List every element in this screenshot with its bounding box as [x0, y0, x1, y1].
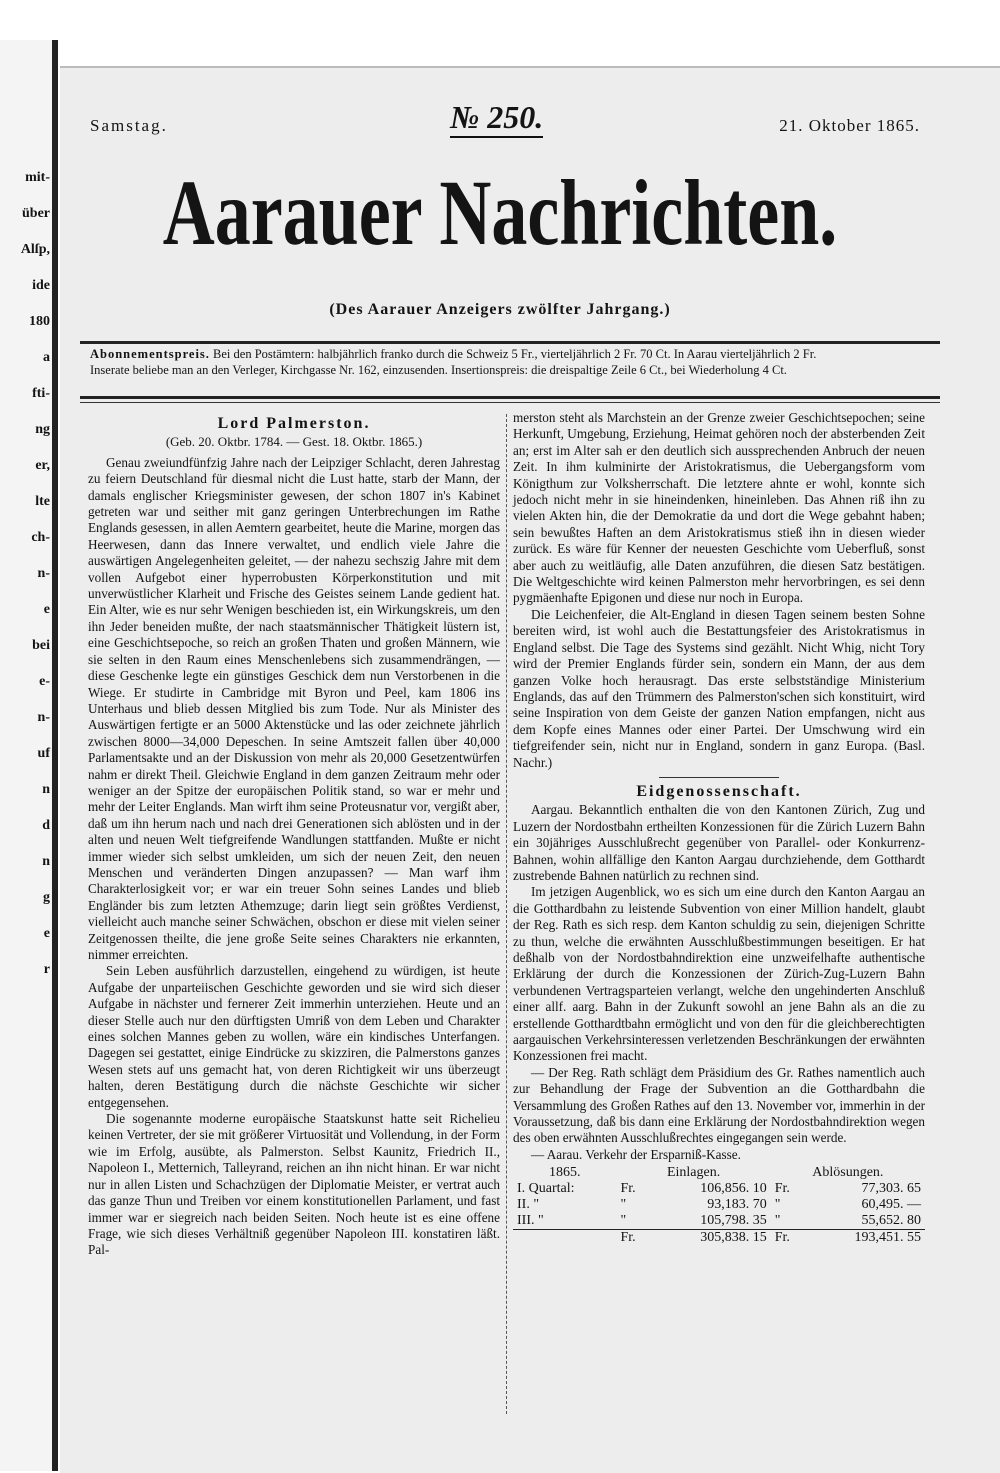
adjacent-page-fragment: n- — [37, 710, 50, 725]
table-row — [513, 1230, 925, 1247]
adjacent-page-fragment: über — [22, 206, 50, 221]
divider — [80, 402, 940, 403]
divider — [659, 777, 779, 778]
adjacent-page-fragment: ng — [35, 422, 50, 437]
column-right — [513, 410, 925, 1246]
adjacent-page-fragment: 180 — [29, 314, 50, 329]
adjacent-page-fragment: er, — [35, 458, 50, 473]
adjacent-page-fragment: n- — [37, 566, 50, 581]
table-title: — Aarau. Verkehr der Ersparniß-Kasse. — [531, 1146, 741, 1162]
column-left — [88, 414, 500, 1259]
adjacent-page-fragment: bei — [32, 638, 50, 653]
paragraph: — Der Reg. Rath schlägt dem Präsidium des Gr. Rathes namentlich auch zur Behandlung der Frage der Subvention an die Gotthardbahn die Versammlung des Großen Rathes auf den 13. November vor, immerhin in der Voraussetzung, daß bis dann eine Erklärung der Nordostbahndirektion wegen des oben erwähnten Ausschlußrechtes eingegangen sein werde. — [513, 1064, 925, 1146]
article-title: Lord Palmerston. — [217, 415, 371, 432]
table-cell: 55,652. 80 — [861, 1213, 921, 1229]
adjacent-page-fragment: e — [43, 926, 50, 941]
paragraph: Die sogenannte moderne europäische Staatskunst hatte seit Richelieu keinen Vertreter, der sie mit größerer Virtuosität und Vollendung, in der Form wie im Erfolg, ausübte, als Palmerston. Selbst Kaunitz, Friedrich II., Napoleon I., Metternich, Talleyrand, reichen an ihn nicht hinan. Er war nicht nur in allen Listen und Schachzügen der Diplomatie Meister, er vertrat auch das ganze Thun und Treiben vor einem konstitutionellen Parlament, und fast immer war er siegreich nach beiden Seiten. Noch heute ist es eine offene Frage, wie sich dieses Verhältniß gegenüber Napoleon III. konstatiren läßt. Pal- — [88, 1111, 500, 1258]
adjacent-page-fragment: e- — [39, 674, 50, 689]
issue-number: № 250. — [450, 98, 543, 138]
subscription-line-2: Inserate beliebe man an den Verleger, Kirchgasse Nr. 162, einzusenden. Insertionspreis: die dreispaltige Zeile 6 Ct., bei Wiederholung 4 Ct. — [90, 363, 787, 377]
header-cell: 1865. — [548, 1165, 581, 1181]
subscription-label: Abonnementspreis. — [90, 347, 210, 361]
table-cell: III. " — [517, 1213, 544, 1229]
table-row — [513, 1181, 925, 1197]
table-cell — [513, 1230, 616, 1247]
paragraph: Genau zweiundfünfzig Jahre nach der Leipziger Schlacht, deren Jahrestag zu feiern Deutschland für diesmal nicht die Lust hatte, starb der Mann, der damals englischer Kriegsminister gewesen, der schon 1807 in's Kabinet getreten war und seither mit ganz geringen Unterbrechungen im Rathe Englands gesessen, in allen Aemtern gearbeitet, heute die Marine, morgen das Heerwesen, dann das Innere verwaltet, und endlich viele Jahre die auswärtigen Angelegenheiten geleitet, — der nahezu sechszig Jahre mit dem vollen Aufgebot einer hyperrobusten Körperkonstitution und mit unverwüstlicher Klarheit und Frische des Geistes seinem Lande gedient hat. Ein Alter, wie es nur sehr Wenigen beschieden ist, ein Wirkungskreis, um den ihn Jeder beneiden mußte, der nach staatsmännischer Thätigkeit lüstern ist, eine Geschichtsepoche, so reich an großen Thaten und großen Männern, wie sie selten in den Raum eines Menschenlebens sich zusammendrängen, — diese Geschenke legte ein günstiges Geschick dem nun Verstorbenen in die Wiege. Er studirte in Cambridge mit Byron und Peel, kam 1806 ins Unterhaus und blieb dessen Mitglied bis zum Tode. Nur als Minister des Auswärtigen fertigte er an 5000 Aktenstücke und las oder zeichnete jährlich zwischen 8000—34,000 Depeschen. In seine Amtszeit fallen über 40,000 Parlamentsakte und an der Diskussion von mehr als 20,000 Gesetzentwürfen nahm er direkt Theil. Gleichwie England in dem ganzen Zeitraum mehr oder weniger an der Spitze der europäischen Politik stand, so war er mehr und mehr der Leiter Englands. Man wirft ihm seine Proteusnatur vor, vergißt aber, daß um ihn herum nach und nach drei Generationen sich ablösten und in der alten und neuen Welt tiefgreifende Wandlungen stattfanden. Mußte er nicht immer wieder sich selbst umkleiden, um sich der neuen Zeit, den neuen Menschen und veränderten Dingen anzupassen? — Man warf ihm Charakterlosigkeit vor; er war ein treuer Sohn seines Landes und blieb Engländer bis zum letzten Athemzuge; darin liegt sein größtes Verdienst, vielleicht auch manche seiner Schwächen, obschon er diese mit vielen seiner Zeitgenossen theilte, die jene große Seite seines Charakters nie erkannten, nimmer erreichten. — [88, 454, 500, 962]
adjacent-page-fragment: e — [43, 602, 50, 617]
adjacent-page-fragment: ide — [32, 278, 50, 293]
table-header-row — [513, 1165, 925, 1181]
column-divider — [506, 414, 507, 1414]
masthead-title: Aarauer Nachrichten. — [162, 161, 838, 265]
table-cell: " — [774, 1197, 781, 1213]
adjacent-page-fragment: uf — [37, 746, 50, 761]
issue-date: 21. Oktober 1865. — [779, 116, 920, 135]
adjacent-page-fragment: fti- — [32, 386, 50, 401]
masthead-subtitle: (Des Aarauer Anzeigers zwölfter Jahrgang.) — [329, 301, 671, 318]
header-cell: Einlagen. — [666, 1165, 721, 1181]
adjacent-page-fragment: d — [42, 818, 50, 833]
issue-day: Samstag. — [90, 116, 168, 135]
adjacent-page-fragment: mit- — [25, 170, 50, 185]
adjacent-page-fragment: ch- — [31, 530, 50, 545]
article-dates: (Geb. 20. Oktbr. 1784. — Gest. 18. Oktbr. 1865.) — [165, 434, 423, 450]
savings-bank-table — [513, 1165, 925, 1246]
table-cell: " — [620, 1213, 627, 1229]
paragraph: Im jetzigen Augenblick, wo es sich um eine durch den Kanton Aargau an die Gotthardbahn zu leistende Subvention von einer Million handelt, glaubt der Reg. Rath es sich resp. dem Kanton schuldig zu sein, diejenigen Schritte zu thun, welche die erwähnten Ausschlußbestimmungen beseitigen. Er hat deßhalb von der Nordostbahndirektion eine unzweifelhafte authentische Erklärung der durch die Konzessionen der Zürich-Zug-Luzern Bahn verbundenen Vertragsparteien verlangt, welche den ungehinderten Anschluß einer allf. aarg. Bahn in der Zukunft sowohl an jene Bahn als an die zu erstellende Gotthardtbahn ermöglicht und von den für die gleichberechtigten aargauischen Verkehrsinteressen verletzenden Beschränkungen der erwähnten Konzessionen frei macht. — [513, 884, 925, 1064]
table-cell: Fr. — [620, 1181, 636, 1197]
table-row — [513, 1213, 925, 1230]
table-cell: 105,798. 35 — [700, 1213, 767, 1229]
table-cell: II. " — [517, 1197, 540, 1213]
header-cell: Ablösungen. — [812, 1165, 884, 1181]
paragraph: Sein Leben ausführlich darzustellen, eingehend zu würdigen, ist heute Aufgabe der unparteiischen Geschichte geworden und sie wird sich dieser Aufgabe in nächster und fernerer Zeit immerhin unterziehen. Heute und an dieser Stelle auch nur den dürftigsten Umriß von dem Leben und Charakter eines solchen Mannes geben zu wollen, wäre ein kindisches Unterfangen. Dagegen sei gestattet, einige Eindrücke zu skizziren, die Palmerstons ganzes Wesen stets auf uns gemacht hat, von deren Richtigkeit wir uns überzeugt halten, deren Bestätigung durch die nächste Geschichte wir sicher entgegensehen. — [88, 963, 500, 1110]
newspaper-page — [60, 66, 1000, 1473]
table-cell: Fr. — [771, 1230, 808, 1247]
paragraph: Die Leichenfeier, die Alt-England in diesen Tagen seinem besten Sohne bereiten wird, ist wohl auch die Bestattungsfeier des Aristokratismus in England selbst. Die Tage des Systems sind gezählt. Nicht Whig, nicht Tory wird der Premier Englands fürder sein, sondern ein Mann, der aus dem ganzen Volke hoch herausragt. Das erste selbstständige Ministerium Englands, das auf den Trümmern des Palmerston'schen sich konstituirt, wird seine Inspiration von dem Geiste der ganzen Nation empfangen, nicht aus dem Kopfe eines Mannes oder einer Partei. Der Umschwung wird ein tiefgreifender sein, nicht nur in England, sondern in ganz Europa. (Basl. Nachr.) — [513, 606, 925, 770]
divider — [80, 396, 940, 399]
adjacent-page-fragment: g — [43, 890, 50, 905]
table-cell: Fr. — [616, 1230, 653, 1247]
table-cell: " — [620, 1197, 627, 1213]
table-cell: 193,451. 55 — [807, 1230, 925, 1247]
adjacent-page-fragment: Alſp, — [20, 242, 50, 257]
adjacent-page-fragment: n — [42, 782, 50, 797]
paragraph: merston steht als Marchstein an der Grenze zweier Geschichtsepochen; seine Herkunft, Umgebung, Erziehung, Heimat gehören noch der absterbenden Zeit an; erst im Alter sah er den deutlich sich aussprechenden Anbruch der neuen Zeit. In ihm kulminirte der Aristokratismus, die Uebergangsform vom Königthum zur Volksherrschaft. Die letztere ahnte er wohl, konnte sich jedoch nicht mehr in sie hineindenken, hineinleben. Das Ahnen riß ihn zu vielen Akten hin, die der Demokratie da und dort die Wege gebahnt haben; sein bewußtes Haften an dem Aristokratismus stieß ihn in diesen wieder zurück. Es wäre für Kenner der neuesten Geschichte vom Ueberfluß, sonst aber auch zu weitläufig, alle Daten anzuführen, die diesen Satz bestätigen. Die Weltgeschichte wird keinen Palmerston mehr hervorbringen, es sei denn pygmäenhafte Epigonen und diese nur noch in Europa. — [513, 410, 925, 606]
table-cell: Fr. — [774, 1181, 790, 1197]
table-cell: 77,303. 65 — [861, 1181, 921, 1197]
adjacent-page-fragment: lte — [35, 494, 50, 509]
adjacent-page-fragment: n — [42, 854, 50, 869]
subscription-line-1: Bei den Postämtern: halbjährlich franko durch die Schweiz 5 Fr., vierteljährlich 2 Fr. 70 Ct. In Aarau vierteljährlich 2 Fr. — [213, 347, 817, 361]
table-cell: I. Quartal: — [517, 1181, 575, 1197]
adjacent-page-edge — [0, 40, 58, 1471]
table-cell: 60,495. — — [861, 1197, 921, 1213]
divider — [80, 341, 940, 344]
table-row — [513, 1197, 925, 1213]
table-cell: 93,183. 70 — [707, 1197, 767, 1213]
subscription-notice — [90, 346, 945, 378]
table-cell: " — [774, 1213, 781, 1229]
table-cell: 305,838. 15 — [653, 1230, 771, 1247]
section-title: Eidgenossenschaft. — [636, 782, 802, 800]
adjacent-page-fragment: r — [43, 962, 50, 977]
paragraph: Aargau. Bekanntlich enthalten die von den Kantonen Zürich, Zug und Luzern der Nordostbahn ertheilten Konzessionen für die Zürich Luzern Bahn ein 30jähriges Ausschlußrecht gegenüber von Parallel- oder Konkurrenz-Bahnen, wohin allfällige den Kanton Aargau durchziehende, dem Gotthardt zustrebende Bahnen natürlich zu rechnen sind. — [513, 802, 925, 883]
adjacent-page-fragment: a — [43, 350, 50, 365]
table-cell: 106,856. 10 — [700, 1181, 767, 1197]
